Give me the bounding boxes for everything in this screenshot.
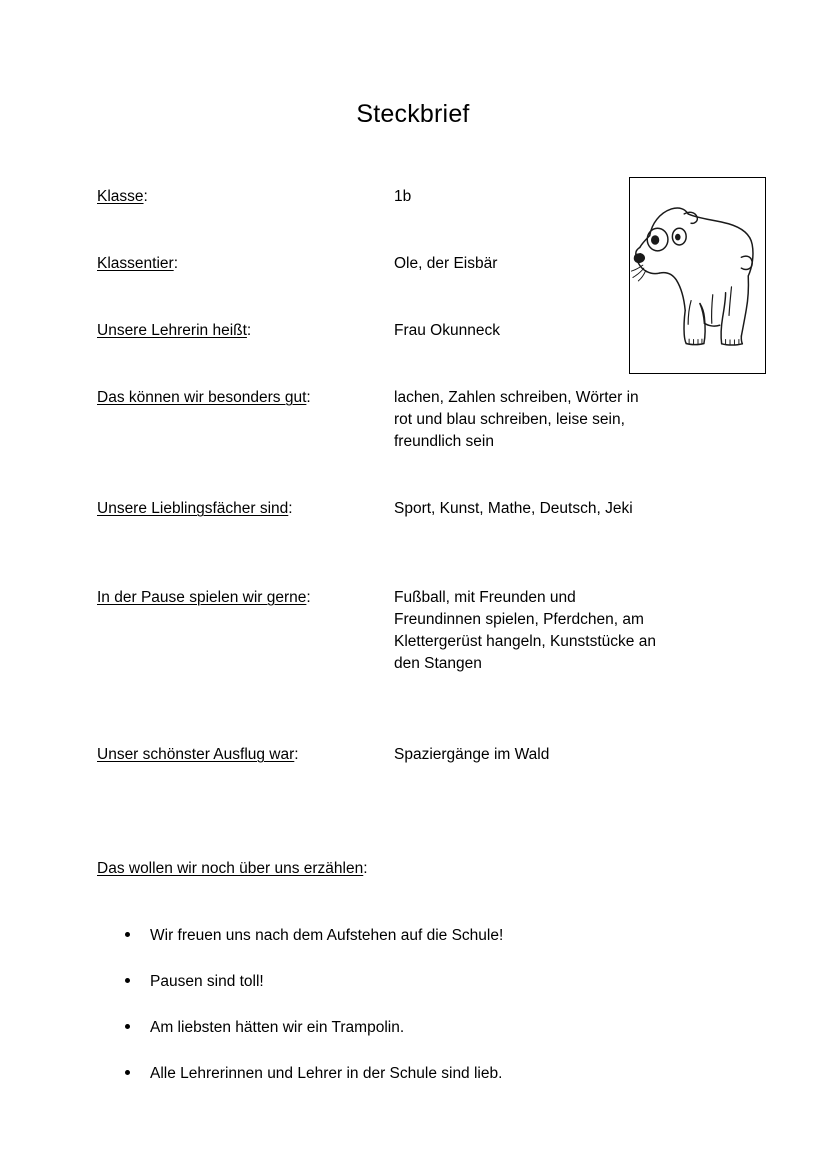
field-value-line: den Stangen: [394, 655, 482, 672]
field-label: [97, 498, 394, 520]
field-label-text: Klasse: [97, 188, 144, 205]
field-row: [97, 498, 757, 520]
field-label: [97, 253, 394, 275]
field-value-line: Klettergerüst hangeln, Kunststücke an: [394, 633, 656, 650]
field-label-colon: :: [294, 746, 299, 763]
field-value-line: Ole, der Eisbär: [394, 255, 498, 272]
field-label: [97, 587, 394, 609]
field-value-line: Sport, Kunst, Mathe, Deutsch, Jeki: [394, 500, 633, 517]
bullet-point-icon: [125, 932, 130, 937]
field-label-colon: :: [143, 188, 148, 205]
field-value: [394, 744, 724, 766]
field-value-line: Fußball, mit Freunden und: [394, 589, 576, 606]
field-row: [97, 744, 757, 766]
field-label: [97, 744, 394, 766]
field-label: [97, 387, 394, 409]
list-item-text: Wir freuen uns nach dem Aufstehen auf die Schule!: [150, 927, 504, 944]
list-item-text: Am liebsten hätten wir ein Trampolin.: [150, 1019, 405, 1036]
field-label: [97, 320, 394, 342]
field-label-text: Unsere Lieblingsfächer sind: [97, 500, 289, 517]
field-label-text: Das können wir besonders gut: [97, 389, 307, 406]
list-item-text: Pausen sind toll!: [150, 973, 264, 990]
field-row: [97, 387, 757, 453]
field-label-colon: :: [246, 322, 252, 339]
field-label-colon: :: [173, 255, 178, 272]
field-label-text: Unser schönster Ausflug war: [97, 746, 295, 763]
page-title: Steckbrief: [356, 100, 470, 128]
field-value-line: Freundinnen spielen, Pferdchen, am: [394, 611, 644, 628]
field-label-colon: :: [306, 589, 311, 606]
field-value-line: lachen, Zahlen schreiben, Wörter in: [394, 389, 639, 406]
field-value-line: Frau Okunneck: [394, 322, 500, 339]
bullet-point-icon: [125, 978, 130, 983]
field-label-colon: :: [306, 389, 311, 406]
list-item: [97, 971, 777, 1017]
field-label: [97, 186, 394, 208]
field-value: [394, 587, 724, 675]
field-label-text: Klassentier: [97, 255, 174, 272]
bullet-point-icon: [125, 1070, 130, 1075]
polar-bear-icon: [630, 178, 765, 373]
list-item: [97, 1063, 777, 1109]
list-item: [97, 1017, 777, 1063]
bullet-point-icon: [125, 1024, 130, 1029]
field-value: [394, 387, 724, 453]
polar-bear-picture-frame: [629, 177, 766, 374]
field-label-text: In der Pause spielen wir gerne: [97, 589, 307, 606]
field-label-text: Unsere Lehrerin heißt: [97, 322, 247, 339]
field-row: [97, 587, 757, 675]
field-value-line: freundlich sein: [394, 433, 494, 450]
list-item-text: Alle Lehrerinnen und Lehrer in der Schule sind lieb.: [150, 1065, 503, 1082]
field-label-colon: :: [288, 500, 293, 517]
field-value-line: 1b: [394, 188, 412, 205]
field-value-line: Spaziergänge im Wald: [394, 746, 550, 763]
list-item: [97, 925, 777, 971]
field-value-line: rot und blau schreiben, leise sein,: [394, 411, 625, 428]
closing-heading-colon: :: [363, 860, 368, 877]
bullet-list: [97, 925, 777, 1109]
closing-heading: [97, 858, 757, 880]
field-value: [394, 498, 724, 520]
closing-heading-label: Das wollen wir noch über uns erzählen: [97, 860, 364, 877]
